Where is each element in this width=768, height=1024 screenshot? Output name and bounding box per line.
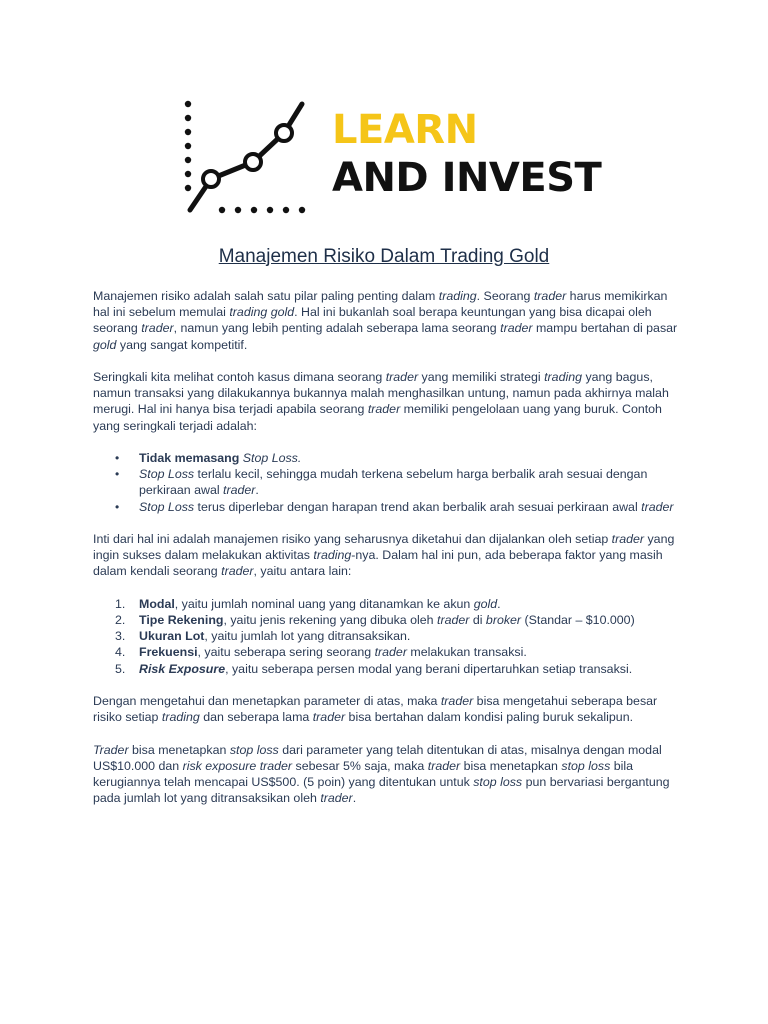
text-run: bisa bertahan dalam kondisi paling buruk sekalipun.: [345, 710, 634, 725]
text-run: , yaitu jumlah nominal uang yang ditanamkan ke akun: [174, 596, 474, 611]
text-run: harus memikirkan hal ini sebelum memulai: [93, 289, 668, 320]
text-run: (Standar – $10.000): [521, 613, 635, 627]
text-run: trader: [437, 613, 470, 627]
text-run: stop loss: [473, 775, 523, 789]
list-number: 3.: [115, 629, 126, 644]
list-item: [115, 612, 685, 628]
text-run: trader: [223, 483, 256, 498]
text-run: trader: [320, 791, 353, 806]
text-run: Tipe Rekening: [139, 613, 224, 627]
text-run: yang sangat kompetitif.: [116, 337, 248, 352]
list-number: 1.: [115, 596, 126, 611]
text-run: Stop Loss: [139, 499, 195, 514]
text-run: yang ingin sukses dalam melakukan aktivitas: [93, 532, 675, 563]
text-run: trading: [438, 289, 477, 303]
text-run: trading gold: [229, 305, 295, 320]
text-run: Modal: [139, 596, 175, 611]
text-run: .: [352, 791, 357, 806]
text-run: , namun yang lebih penting adalah seberapa lama seorang: [173, 321, 501, 336]
list-item: [139, 450, 685, 466]
list-item: [139, 466, 685, 498]
logo-text-learn: LEARN: [332, 107, 478, 153]
text-run: Manajemen risiko adalah salah satu pilar paling penting dalam: [93, 289, 439, 303]
text-run: Inti dari hal ini adalah manajemen risiko yang seharusnya diketahui dan dijalankan oleh setiap: [93, 532, 612, 546]
text-run: bisa mengetahui seberapa besar risiko setiap: [93, 694, 658, 725]
paragraph-parameters: [93, 693, 685, 725]
text-run: yang bagus, namun transaksi yang dilakukannya bukannya malah menghasilkan untung, namun pada akhirnya malah merugi. Hal ini hanya bisa terjadi apabila seorang: [93, 370, 669, 417]
text-run: , yaitu jenis rekening yang dibuka oleh: [223, 613, 438, 627]
text-run: trading: [544, 370, 582, 384]
text-run: trading: [161, 710, 200, 725]
text-run: trader: [641, 499, 674, 514]
text-run: Stop Loss: [139, 467, 195, 482]
article-body: [93, 288, 685, 823]
text-run: di: [469, 613, 486, 627]
text-run: bisa menetapkan: [460, 758, 562, 773]
text-run: , yaitu seberapa persen modal yang berani dipertaruhkan setiap transaksi.: [225, 661, 633, 676]
paragraph-factors-intro: [93, 531, 685, 580]
text-run: trader: [312, 710, 346, 725]
text-run: gold: [473, 596, 498, 611]
text-run: stop loss: [561, 758, 611, 773]
text-run: . Seorang: [476, 289, 534, 303]
list-text: [139, 662, 632, 676]
text-run: sebesar 5% saja, maka: [292, 758, 428, 773]
list-text: [139, 613, 635, 627]
logo-text-and-invest: AND INVEST: [332, 155, 602, 201]
page-title: Manajemen Risiko Dalam Trading Gold: [218, 246, 550, 267]
text-run: -nya. Dalam hal ini pun, ada beberapa faktor yang masih dalam kendali seorang: [93, 548, 663, 579]
text-run: , yaitu antara lain:: [253, 564, 352, 579]
factor-list: [93, 596, 685, 677]
list-text: [139, 597, 501, 611]
text-run: dan seberapa lama: [199, 710, 313, 725]
text-run: .: [255, 483, 259, 498]
text-run: terus diperlebar dengan harapan trend akan berbalik arah sesuai perkiraan awal: [194, 499, 642, 514]
text-run: Risk Exposure: [139, 661, 226, 676]
text-run: stop loss: [229, 742, 279, 757]
text-run: gold: [93, 337, 117, 352]
text-run: , yaitu seberapa sering seorang: [197, 645, 375, 660]
text-run: trader: [367, 402, 401, 417]
text-run: mampu bertahan di pasar: [532, 321, 678, 336]
list-text: [139, 629, 410, 643]
text-run: trader: [221, 564, 254, 579]
text-run: Trader: [93, 742, 129, 757]
text-run: trader: [440, 694, 474, 708]
list-item: [115, 596, 685, 612]
text-run: , yaitu jumlah lot yang ditransaksikan.: [204, 629, 411, 644]
text-run: Ukuran Lot: [139, 629, 205, 644]
text-run: bila kerugiannya telah mencapai US$500. (5 poin) yang ditentukan untuk: [93, 758, 634, 789]
text-run: broker: [485, 613, 522, 627]
text-run: trading: [313, 548, 352, 563]
text-run: risk exposure trader: [182, 758, 293, 773]
text-run: bisa menetapkan: [128, 742, 230, 757]
list-number: 5.: [115, 661, 126, 676]
text-run: Stop Loss: [242, 451, 298, 465]
text-run: trader: [427, 758, 461, 773]
text-run: pun bervariasi bergantung pada jumlah lot yang ditransaksikan oleh: [93, 775, 670, 806]
text-run: Dengan mengetahui dan menetapkan parameter di atas, maka: [93, 694, 441, 708]
list-number: 2.: [115, 613, 126, 627]
text-run: melakukan transaksi.: [406, 645, 527, 660]
text-run: trader: [533, 289, 567, 303]
text-run: .: [497, 596, 501, 611]
list-item: [115, 628, 685, 644]
text-run: .: [297, 451, 302, 465]
list-item: [139, 499, 685, 515]
text-run: trader: [374, 645, 407, 660]
text-run: trader: [141, 321, 174, 336]
text-run: dari parameter yang telah ditentukan di atas, misalnya dengan modal US$10.000 dan: [93, 742, 662, 773]
text-run: Tidak memasang: [139, 451, 243, 465]
text-run: trader: [611, 532, 645, 546]
text-run: yang memiliki strategi: [418, 370, 545, 384]
paragraph-stop-loss-example: [93, 742, 685, 807]
list-number: 4.: [115, 645, 126, 660]
text-run: trader: [500, 321, 533, 336]
text-run: trader: [385, 370, 419, 384]
list-text: [139, 645, 527, 659]
list-item: [115, 661, 685, 677]
mistake-list: [93, 450, 685, 515]
paragraph-examples: [93, 369, 685, 434]
text-run: Seringkali kita melihat contoh kasus dimana seorang: [93, 370, 386, 384]
list-item: [115, 644, 685, 660]
text-run: terlalu kecil, sehingga mudah terkena sebelum harga berbalik arah sesuai dengan perkiraan awal: [139, 467, 648, 498]
text-run: Frekuensi: [139, 645, 198, 660]
text-run: . Hal ini bukanlah soal berapa keuntungan yang bisa dicapai oleh seorang: [93, 305, 652, 336]
text-run: memiliki pengelolaan uang yang buruk. Contoh yang seringkali terjadi adalah:: [93, 402, 662, 433]
paragraph-intro: [93, 288, 685, 353]
